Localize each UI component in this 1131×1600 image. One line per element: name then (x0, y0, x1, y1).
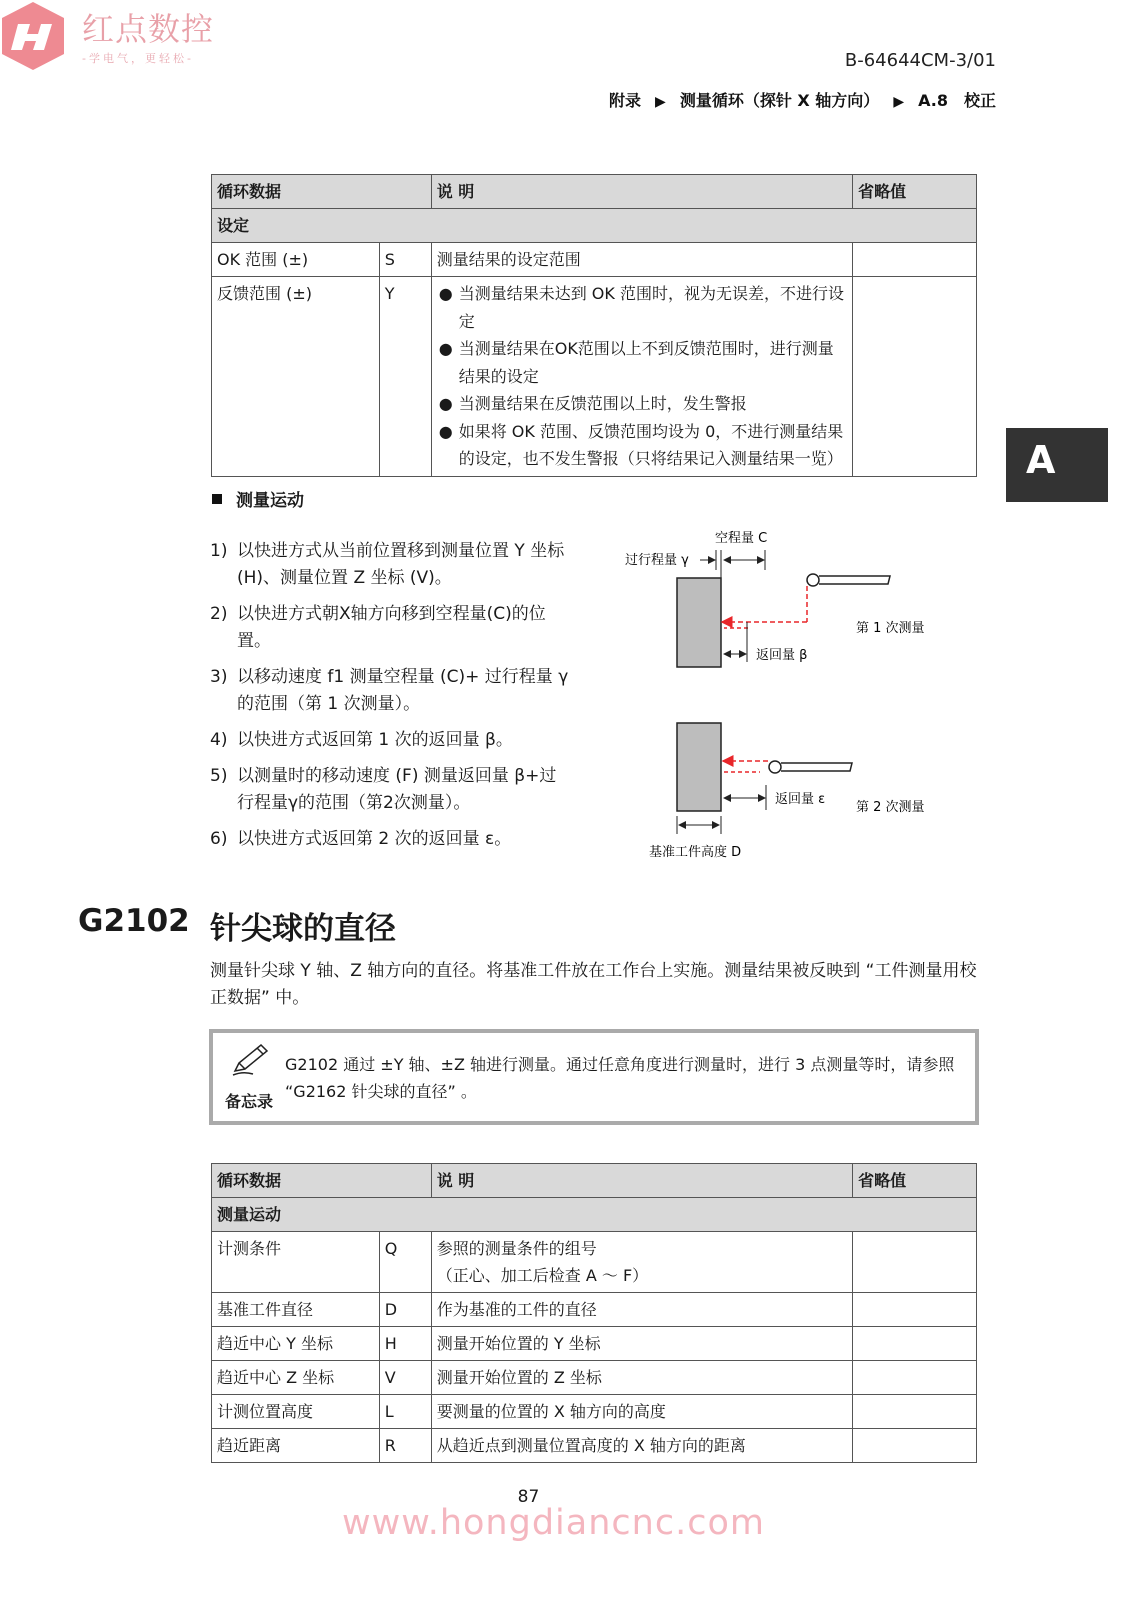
list-item-text: 当测量结果在OK范围以上不到反馈范围时，进行测量结果的设定 (458, 339, 834, 386)
cycle-description: 测量针尖球 Y 轴、Z 轴方向的直径。将基准工件放在工作台上实施。测量结果被反映到 “工件测量用校正数据” 中。 (210, 961, 977, 1008)
memo-label: 备忘录 (225, 1092, 274, 1111)
list-item (437, 280, 847, 335)
label-first-measurement: 第 1 次测量 (856, 621, 925, 636)
list-item-text: 当测量结果未达到 OK 范围时，视为无误差，不进行设定 (458, 284, 844, 331)
param-default (853, 1232, 977, 1293)
list-item (210, 763, 570, 817)
header-default: 省略值 (853, 175, 977, 209)
cycle-title: 针尖球的直径 (210, 911, 396, 947)
label-return-eps: 返回量 ε (775, 792, 826, 807)
page-number: 87 (517, 1487, 540, 1507)
breadcrumb (609, 88, 996, 111)
logo-slogan: -学电气，更轻松- (82, 52, 194, 65)
header-cycle-data: 循环数据 (212, 1164, 432, 1198)
param-name: OK 范围 (±) (212, 243, 380, 277)
step-number: 2) (210, 604, 228, 624)
list-item (437, 390, 847, 418)
step-text: 以快进方式返回第 2 次的返回量 ε。 (237, 829, 512, 849)
label-return-beta: 返回量 β (756, 648, 808, 663)
param-default (853, 1395, 977, 1429)
header-description: 说 明 (431, 175, 852, 209)
breadcrumb-part1: 附录 (609, 91, 642, 110)
step-text: 以快进方式从当前位置移到测量位置 Y 坐标 (H)、测量位置 Z 坐标 (V)。 (237, 541, 565, 588)
cycle-data-table-settings (211, 174, 977, 477)
param-code: Q (379, 1232, 431, 1293)
param-desc: 要测量的位置的 X 轴方向的高度 (431, 1395, 852, 1429)
list-item (210, 538, 570, 592)
table-row (212, 1293, 977, 1327)
param-desc: 测量开始位置的 Y 坐标 (431, 1327, 852, 1361)
list-item-text: 如果将 OK 范围、反馈范围均设为 0，不进行测量结果的设定，也不发生警报（只将结果记入测量结果一览） (458, 421, 844, 468)
probe-ball-icon (769, 761, 781, 773)
header-description: 说 明 (431, 1164, 852, 1198)
param-default (853, 277, 977, 477)
header-cycle-data: 循环数据 (212, 175, 432, 209)
param-name: 反馈范围 (±) (212, 277, 380, 477)
table-row (212, 1429, 977, 1463)
footer-watermark-url: www.hongdiancnc.com (342, 1503, 765, 1543)
bullet-dot-icon: ● (438, 284, 453, 303)
memo-box (209, 1029, 979, 1125)
label-reference-height: 基准工件高度 D (649, 845, 742, 860)
param-desc: 从趋近点到测量位置高度的 X 轴方向的距离 (431, 1429, 852, 1463)
table-group-row (212, 1198, 977, 1232)
param-code: S (379, 243, 431, 277)
list-item (210, 826, 570, 853)
probe-stem (781, 763, 852, 771)
param-default (853, 1361, 977, 1395)
step-text: 以快进方式返回第 1 次的返回量 β。 (237, 730, 513, 750)
list-item (210, 727, 570, 754)
square-bullet-icon (212, 494, 222, 504)
param-desc: 测量结果的设定范围 (431, 243, 852, 277)
logo-badge-icon (0, 0, 66, 72)
document-number: B-64644CM-3/01 (844, 50, 996, 71)
param-code: H (379, 1327, 431, 1361)
param-name: 趋近距离 (212, 1429, 380, 1463)
appendix-side-tab: A (1006, 428, 1108, 502)
table-row (212, 1395, 977, 1429)
list-item (437, 418, 847, 473)
list-item (210, 664, 570, 718)
cycle-code: G2102 (78, 903, 190, 939)
group-label: 设定 (212, 209, 977, 243)
param-default (853, 1327, 977, 1361)
bullet-dot-icon: ● (438, 339, 453, 358)
param-desc-line: 参照的测量条件的组号 (436, 1239, 597, 1258)
section-title-text: 测量运动 (236, 491, 304, 511)
group-label: 测量运动 (212, 1198, 977, 1232)
param-code: R (379, 1429, 431, 1463)
measurement-motion-diagram (600, 520, 960, 870)
workpiece-block (677, 578, 721, 667)
breadcrumb-separator: ▶ (893, 94, 905, 110)
step-number: 3) (210, 667, 228, 687)
workpiece-block (677, 723, 721, 811)
step-text: 以测量时的移动速度 (F) 测量返回量 β+过行程量γ的范围（第2次测量）。 (237, 766, 557, 813)
param-desc-line: （正心、加工后检查 A ～ F） (436, 1266, 649, 1285)
table-row (212, 1327, 977, 1361)
param-default (853, 1429, 977, 1463)
pencil-icon (229, 1043, 271, 1077)
probe-ball-icon (807, 574, 819, 586)
param-desc: 作为基准的工件的直径 (431, 1293, 852, 1327)
breadcrumb-part2: 测量循环（探针 X 轴方向） (679, 91, 880, 110)
logo-name: 红点数控 (82, 10, 215, 48)
table-header-row (212, 175, 977, 209)
step-text: 以快进方式朝X轴方向移到空程量(C)的位置。 (237, 604, 546, 651)
param-code: Y (379, 277, 431, 477)
step-list (210, 538, 570, 862)
param-name: 趋近中心 Y 坐标 (212, 1327, 380, 1361)
label-idle-amount: 空程量 C (715, 531, 768, 546)
param-desc (431, 1232, 852, 1293)
param-code: D (379, 1293, 431, 1327)
bullet-dot-icon: ● (438, 421, 453, 441)
param-name: 计测条件 (212, 1232, 380, 1293)
bullet-dot-icon: ● (438, 394, 453, 413)
table-row (212, 277, 977, 477)
param-code: L (379, 1395, 431, 1429)
table-row (212, 243, 977, 277)
header-default: 省略值 (853, 1164, 977, 1198)
param-desc (431, 277, 852, 477)
list-item (210, 601, 570, 655)
bullet-list (437, 280, 847, 473)
list-item (437, 335, 847, 390)
cycle-data-table-motion (211, 1163, 977, 1463)
label-overtravel: 过行程量 γ (625, 553, 689, 568)
breadcrumb-separator: ▶ (655, 94, 666, 110)
step-number: 5) (210, 766, 228, 786)
table-header-row (212, 1164, 977, 1198)
param-code: V (379, 1361, 431, 1395)
table-row (212, 1361, 977, 1395)
param-default (853, 1293, 977, 1327)
memo-text: G2102 通过 ±Y 轴、±Z 轴进行测量。通过任意角度进行测量时，进行 3 点测量等时，请参照 “G2162 针尖球的直径” 。 (285, 1055, 955, 1101)
label-second-measurement: 第 2 次测量 (856, 800, 925, 815)
param-name: 计测位置高度 (212, 1395, 380, 1429)
step-number: 4) (210, 730, 228, 750)
probe-stem (819, 576, 890, 584)
section-title (212, 486, 304, 511)
param-name: 趋近中心 Z 坐标 (212, 1361, 380, 1395)
step-text: 以移动速度 f1 测量空程量 (C)+ 过行程量 γ 的范围（第 1 次测量）。 (237, 667, 569, 714)
param-desc: 测量开始位置的 Z 坐标 (431, 1361, 852, 1395)
param-name: 基准工件直径 (212, 1293, 380, 1327)
list-item-text: 当测量结果在反馈范围以上时，发生警报 (458, 394, 747, 413)
param-default (853, 243, 977, 277)
step-number: 6) (210, 829, 228, 849)
table-row (212, 1232, 977, 1293)
breadcrumb-part3: A.8 校正 (918, 91, 996, 110)
table-group-row (212, 209, 977, 243)
step-number: 1) (210, 541, 228, 561)
